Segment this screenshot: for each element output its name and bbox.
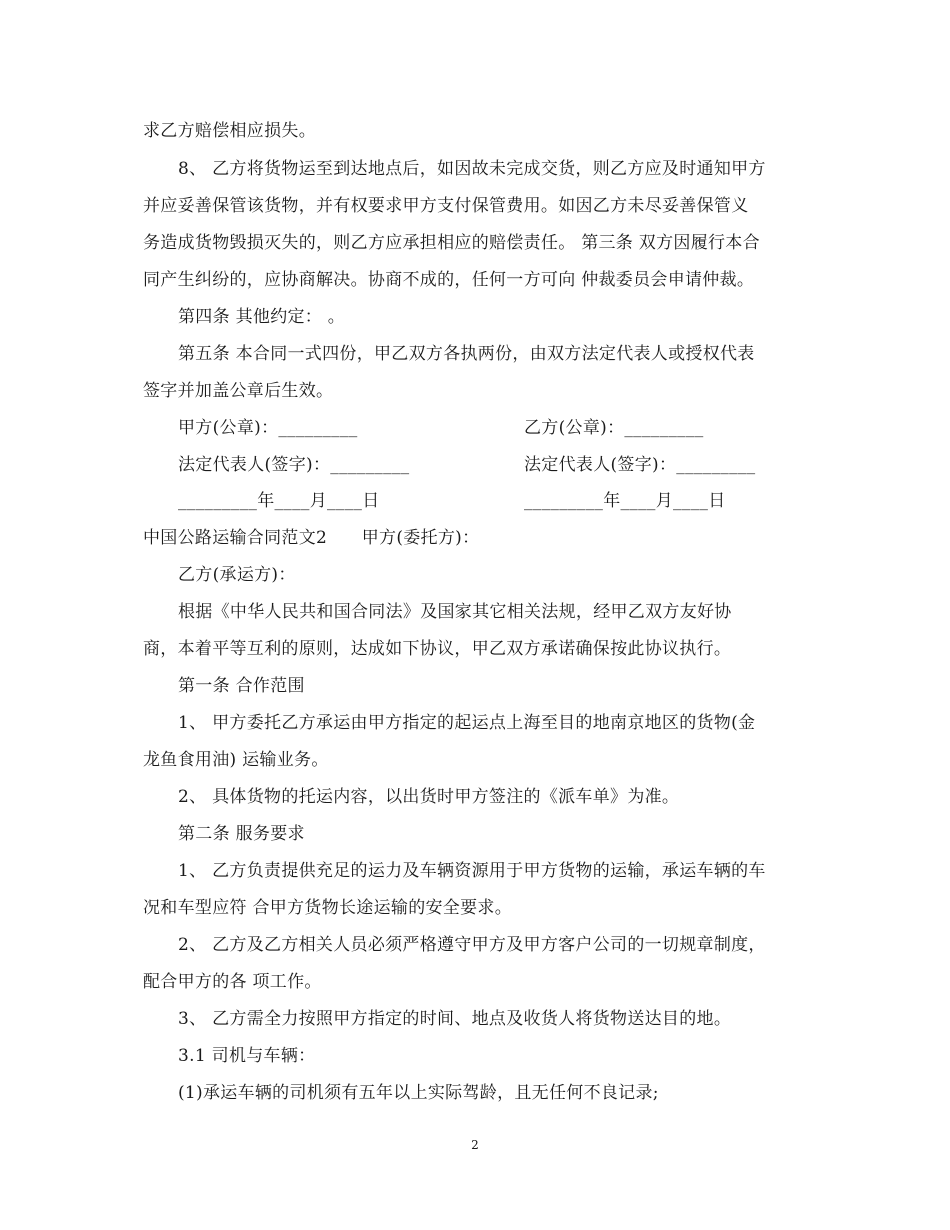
- party-a-seal: 甲方(公章)：_________: [178, 418, 358, 438]
- paragraph-line: 签字并加盖公章后生效。: [143, 381, 334, 401]
- page-number: 2: [471, 1138, 479, 1152]
- paragraph-line: 乙方(承运方)：: [178, 565, 296, 585]
- paragraph-line: 求乙方赔偿相应损失。: [143, 121, 316, 141]
- paragraph-line: 配合甲方的各 项工作。: [143, 972, 322, 992]
- paragraph-line: 并应妥善保管该货物，并有权要求甲方支付保管费用。如因乙方未尽妥善保管义: [143, 196, 749, 216]
- section-title: 中国公路运输合同范文2 甲方(委托方)：: [143, 528, 480, 548]
- paragraph-line: 3、 乙方需全力按照甲方指定的时间、地点及收货人将货物送达目的地。: [178, 1009, 732, 1029]
- paragraph-line: 第四条 其他约定： 。: [178, 307, 346, 327]
- party-b-seal: 乙方(公章)：_________: [524, 418, 704, 438]
- paragraph-line: 根据《中华人民共和国合同法》及国家其它相关法规，经甲乙双方友好协: [178, 602, 732, 622]
- subsection-heading: 3.1 司机与车辆：: [178, 1046, 316, 1066]
- paragraph-line: 同产生纠纷的，应协商解决。协商不成的，任何一方可向 仲裁委员会申请仲裁。: [143, 270, 755, 290]
- paragraph-line: 8、 乙方将货物运至到达地点后，如因故未完成交货，则乙方应及时通知甲方: [178, 159, 766, 179]
- party-b-date: _________年____月____日: [524, 491, 726, 511]
- article-heading: 第一条 合作范围: [178, 676, 305, 696]
- party-a-representative: 法定代表人(签字)：_________: [178, 455, 410, 475]
- paragraph-line: 2、 乙方及乙方相关人员必须严格遵守甲方及甲方客户公司的一切规章制度，: [178, 935, 766, 955]
- article-heading: 第二条 服务要求: [178, 824, 305, 844]
- paragraph-line: 况和车型应符 合甲方货物长途运输的安全要求。: [143, 898, 513, 918]
- paragraph-line: 务造成货物毁损灭失的，则乙方应承担相应的赔偿责任。 第三条 双方因履行本合: [143, 233, 760, 253]
- paragraph-line: (1)承运车辆的司机须有五年以上实际驾龄，且无任何不良记录;: [178, 1083, 659, 1103]
- paragraph-line: 2、 具体货物的托运内容，以出货时甲方签注的《派车单》为准。: [178, 787, 680, 807]
- paragraph-line: 第五条 本合同一式四份，甲乙双方各执两份，由双方法定代表人或授权代表: [178, 344, 755, 364]
- paragraph-line: 1、 甲方委托乙方承运由甲方指定的起运点上海至目的地南京地区的货物(金: [178, 713, 756, 733]
- paragraph-line: 1、 乙方负责提供充足的运力及车辆资源用于甲方货物的运输，承运车辆的车: [178, 861, 766, 881]
- paragraph-line: 龙鱼食用油) 运输业务。: [143, 750, 329, 770]
- paragraph-line: 商，本着平等互利的原则，达成如下协议，甲乙双方承诺确保按此协议执行。: [143, 639, 732, 659]
- party-b-representative: 法定代表人(签字)：_________: [524, 455, 756, 475]
- party-a-date: _________年____月____日: [178, 491, 380, 511]
